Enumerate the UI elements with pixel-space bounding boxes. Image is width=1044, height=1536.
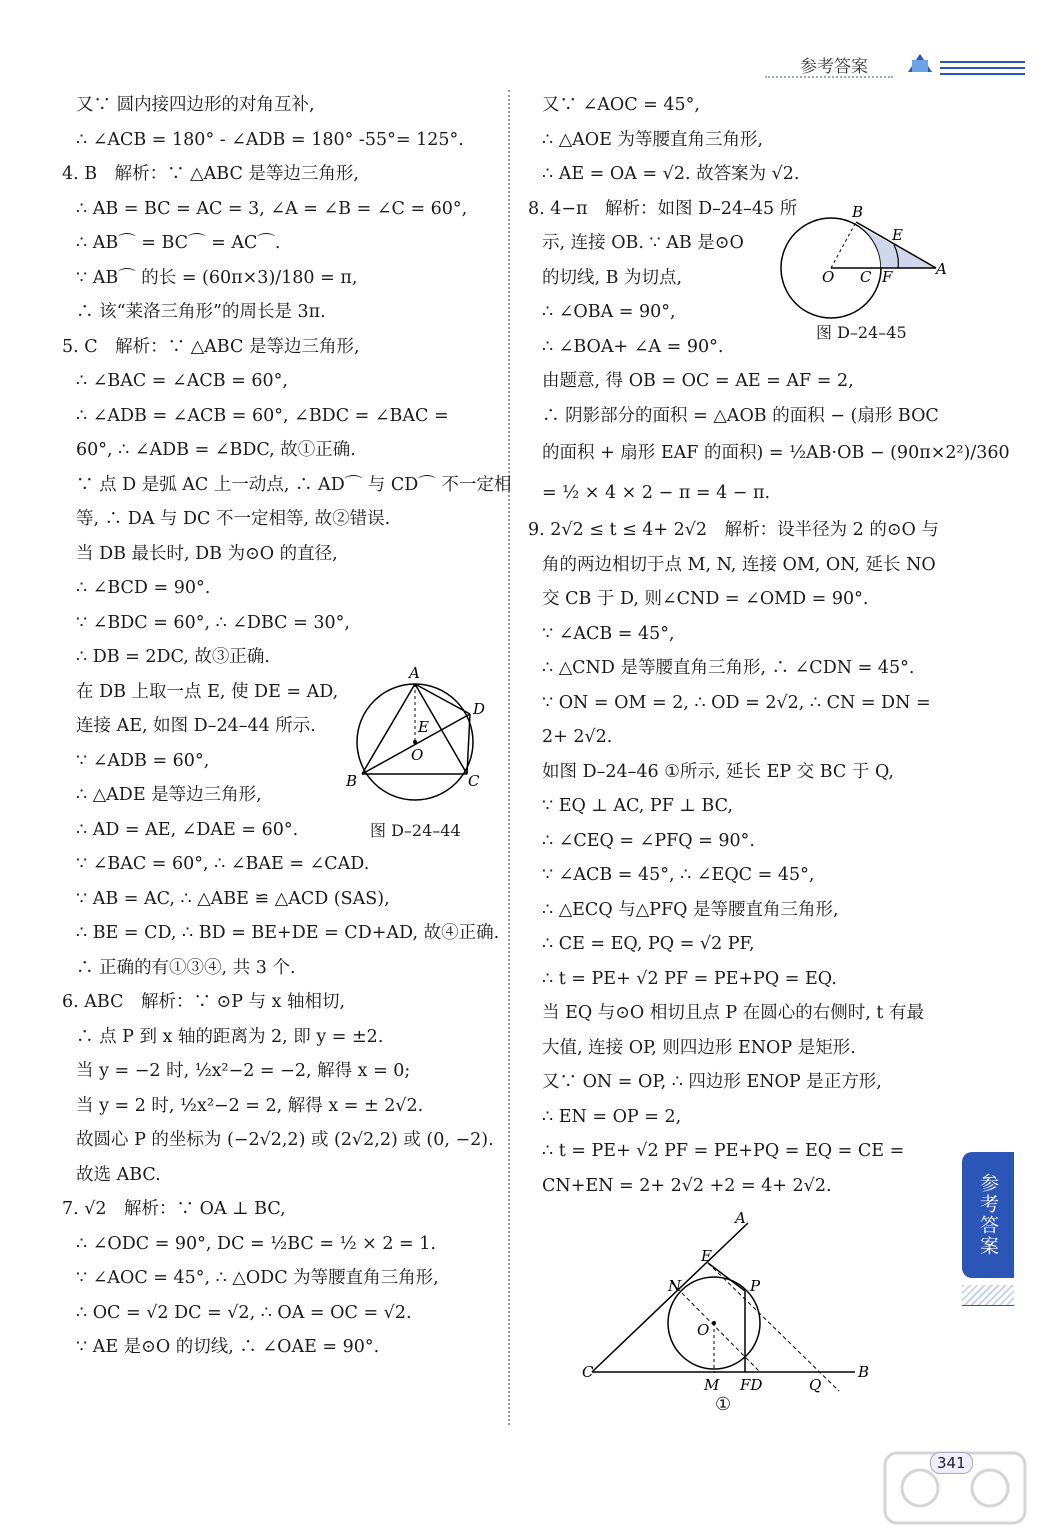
right-text-line: 又∵ ON = OP, ∴ 四边形 ENOP 是正方形, (542, 1072, 882, 1092)
fig45-label-b: B (852, 203, 864, 221)
fig45-label-o: O (822, 268, 835, 286)
left-text-line: ∴ OC = √2 DC = √2, ∴ OA = OC = √2. (76, 1302, 412, 1323)
right-text-line: 如图 D–24–46 ①所示, 延长 EP 交 BC 于 Q, (542, 761, 894, 782)
left-text-line: 5. C 解析：∵ △ABC 是等边三角形, (62, 336, 360, 357)
left-text-line: ∴ 该“莱洛三角形”的周长是 3π. (76, 302, 326, 322)
figure-d-24-44 (340, 662, 490, 802)
fig46-label-fd: FD (740, 1376, 763, 1394)
left-text-line: ∴ AB⌒ = BC⌒ = AC⌒. (76, 233, 281, 253)
fig45-label-e: E (892, 226, 903, 244)
fig46-label-a: A (735, 1209, 746, 1227)
fig46-label-b: B (858, 1363, 870, 1381)
right-text-line: ∴ AE = OA = √2. 故答案为 √2. (542, 164, 800, 184)
right-text-line: 交 CB 于 D, 则∠CND = ∠OMD = 90°. (542, 589, 869, 609)
right-text-line: ∴ △ECQ 与△PFQ 是等腰直角三角形, (542, 899, 839, 920)
right-text-line: 角的两边相切于点 M, N, 连接 OM, ON, 延长 NO (542, 554, 936, 575)
right-text-line: ∴ ∠OBA = 90°, (542, 302, 676, 322)
fig44-label-b: B (346, 772, 358, 790)
left-text-line: ∵ 点 D 是弧 AC 上一动点, ∴ AD⌒ 与 CD⌒ 不一定相 (76, 474, 512, 495)
left-text-line: ∵ AB⌒ 的长 = (60π×3)/180 = π, (76, 267, 358, 288)
left-text-line: ∵ AB = AC, ∴ △ABE ≌ △ACD (SAS), (76, 888, 390, 909)
right-text-line: ∴ △CND 是等腰直角三角形, ∴ ∠CDN = 45°. (542, 658, 915, 678)
right-text-line: ∵ ∠ACB = 45°, (542, 623, 675, 644)
figure-d-24-46 (580, 1205, 880, 1400)
right-text-line: 由题意, 得 OB = OC = AE = AF = 2, (542, 371, 854, 391)
right-text-line: ∵ ON = OM = 2, ∴ OD = 2√2, ∴ CN = DN = (542, 692, 931, 713)
side-tab-stripes (962, 1285, 1014, 1306)
left-text-line: ∴ ∠BAC = ∠ACB = 60°, (76, 371, 288, 391)
fig46-label-p: P (750, 1277, 761, 1295)
figure-d-24-44-caption: 图 D–24–44 (370, 821, 461, 840)
fig46-label-m: M (704, 1376, 720, 1394)
right-text-line: 又∵ ∠AOC = 45°, (542, 95, 700, 115)
fig45-label-f: F (882, 268, 893, 286)
right-text-line: 当 EQ 与⊙O 相切且点 P 在圆心的右侧时, t 有最 (542, 1003, 924, 1023)
left-text-line: ∵ ∠ADB = 60°, (76, 750, 210, 771)
figure-d-24-45 (776, 200, 956, 320)
fig46-label-e: E (701, 1247, 712, 1265)
left-text-line: ∴ ∠ACB = 180° - ∠ADB = 180° -55°= 125°. (76, 129, 464, 150)
left-text-line: ∴ 正确的有①③④, 共 3 个. (76, 957, 296, 978)
header-book-logo-icon (900, 42, 1025, 82)
left-text-line: 当 DB 最长时, DB 为⊙O 的直径, (76, 543, 338, 564)
fig44-label-e: E (418, 718, 429, 736)
left-text-line: ∴ AB = BC = AC = 3, ∠A = ∠B = ∠C = 60°, (76, 198, 468, 219)
left-text-line: 在 DB 上取一点 E, 使 DE = AD, (76, 681, 339, 702)
right-text-line: ∴ △AOE 为等腰直角三角形, (542, 129, 764, 150)
fig44-label-c: C (468, 772, 480, 790)
left-text-line: 当 y = −2 时, ½x²−2 = −2, 解得 x = 0; (76, 1061, 411, 1081)
right-text-line: ∴ CE = EQ, PQ = √2 PF, (542, 934, 755, 954)
left-text-line: ∵ AE 是⊙O 的切线, ∴ ∠OAE = 90°. (76, 1337, 380, 1357)
fig46-label-c: C (582, 1363, 594, 1381)
figure-d-24-46-caption: ① (715, 1394, 732, 1415)
left-text-line: ∵ ∠AOC = 45°, ∴ △ODC 为等腰直角三角形, (76, 1268, 439, 1288)
left-text-line: ∴ AD = AE, ∠DAE = 60°. (76, 819, 299, 840)
right-text-line: = ½ × 4 × 2 − π = 4 − π. (542, 483, 771, 503)
side-tab: 参考答案 (962, 1152, 1014, 1278)
left-text-line: 7. √2 解析：∵ OA ⊥ BC, (62, 1199, 286, 1219)
left-text-line: 连接 AE, 如图 D–24–44 所示. (76, 716, 316, 736)
left-text-line: 60°, ∴ ∠ADB = ∠BDC, 故①正确. (76, 440, 356, 460)
right-text-line: ∴ EN = OP = 2, (542, 1106, 682, 1127)
left-text-line: ∴ 点 P 到 x 轴的距离为 2, 即 y = ±2. (76, 1026, 384, 1047)
left-text-line: ∵ ∠BDC = 60°, ∴ ∠DBC = 30°, (76, 612, 350, 633)
left-text-line: 4. B 解析：∵ △ABC 是等边三角形, (62, 164, 359, 184)
right-text-line: ∴ ∠CEQ = ∠PFQ = 90°. (542, 830, 755, 851)
right-text-line: ∵ EQ ⊥ AC, PF ⊥ BC, (542, 796, 733, 816)
right-text-line: 大值, 连接 OP, 则四边形 ENOP 是矩形. (542, 1037, 856, 1058)
right-text-line: ∴ ∠BOA+ ∠A = 90°. (542, 336, 724, 357)
column-divider (508, 90, 510, 1425)
left-text-line: ∴ DB = 2DC, 故③正确. (76, 647, 270, 667)
left-text-line: 又∵ 圆内接四边形的对角互补, (76, 95, 315, 115)
fig44-label-d: D (473, 700, 486, 718)
right-text-line: ∵ ∠ACB = 45°, ∴ ∠EQC = 45°, (542, 865, 815, 885)
left-text-line: 等, ∴ DA 与 DC 不一定相等, 故②错误. (76, 509, 391, 529)
fig46-label-n: N (668, 1277, 682, 1295)
fig45-label-a: A (936, 260, 947, 278)
right-text-line: ∴ t = PE+ √2 PF = PE+PQ = EQ = CE = (542, 1141, 905, 1161)
left-text-line: ∵ ∠BAC = 60°, ∴ ∠BAE = ∠CAD. (76, 854, 370, 874)
left-text-line: ∴ △ADE 是等边三角形, (76, 785, 262, 805)
right-text-line: 2+ 2√2. (542, 727, 613, 747)
right-text-line: ∴ 阴影部分的面积 = △AOB 的面积 − (扇形 BOC (542, 405, 939, 426)
left-text-line: ∴ ∠BCD = 90°. (76, 578, 211, 598)
right-text-line: 9. 2√2 ≤ t ≤ 4+ 2√2 解析：设半径为 2 的⊙O 与 (528, 520, 939, 540)
right-text-line: CN+EN = 2+ 2√2 +2 = 4+ 2√2. (542, 1175, 832, 1196)
header-divider (765, 76, 893, 78)
left-text-line: ∴ ∠ADB = ∠ACB = 60°, ∠BDC = ∠BAC = (76, 405, 449, 426)
left-text-line: ∴ ∠ODC = 90°, DC = ½BC = ½ × 2 = 1. (76, 1233, 436, 1254)
fig44-label-a: A (409, 664, 420, 682)
left-text-line: 6. ABC 解析：∵ ⊙P 与 x 轴相切, (62, 992, 346, 1012)
left-text-line: 故圆心 P 的坐标为 (−2√2,2) 或 (2√2,2) 或 (0, −2). (76, 1130, 494, 1150)
left-text-line: 当 y = 2 时, ½x²−2 = 2, 解得 x = ± 2√2. (76, 1095, 424, 1116)
right-text-line: 示, 连接 OB. ∵ AB 是⊙O (542, 233, 744, 253)
right-text-line: 的切线, B 为切点, (542, 267, 683, 288)
header-label: 参考答案 (800, 57, 868, 77)
fig44-label-o: O (411, 746, 424, 764)
fig46-label-q: Q (809, 1376, 822, 1394)
left-text-line: 故选 ABC. (76, 1164, 161, 1185)
right-text-line: ∴ t = PE+ √2 PF = PE+PQ = EQ. (542, 968, 837, 989)
fig46-label-o: O (697, 1321, 710, 1339)
page-number: 341 (930, 1452, 973, 1474)
fig45-label-c: C (860, 268, 872, 286)
right-text-line: 8. 4−π 解析：如图 D–24–45 所 (528, 198, 798, 219)
figure-d-24-45-caption: 图 D–24–45 (816, 323, 907, 342)
right-text-line: 的面积 + 扇形 EAF 的面积) = ½AB·OB − (90π×2²)/360 (542, 443, 1010, 463)
left-text-line: ∴ BE = CD, ∴ BD = BE+DE = CD+AD, 故④正确. (76, 923, 500, 943)
